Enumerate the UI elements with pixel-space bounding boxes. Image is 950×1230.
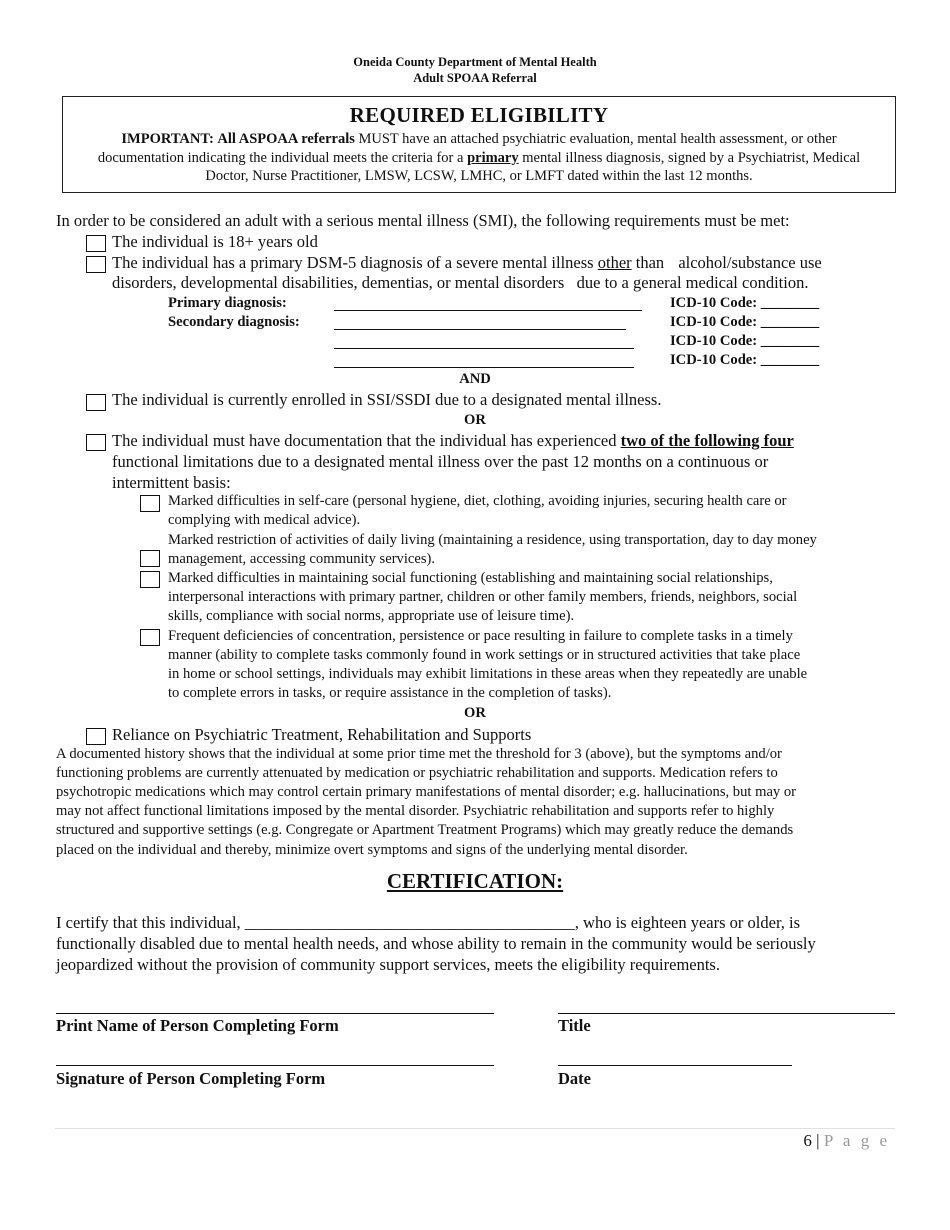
self-care-line1: Marked difficulties in self-care (personal hygiene, diet, clothing, avoiding injuries, securing health care or bbox=[168, 493, 787, 509]
self-care-checkbox[interactable] bbox=[140, 495, 160, 512]
certification-title: CERTIFICATION: bbox=[386, 869, 564, 893]
functional-line3: intermittent basis: bbox=[112, 473, 231, 492]
social-line2: interpersonal interactions with primary partner, children or other family members, friends, neighbors, social bbox=[168, 589, 798, 605]
diagnosis-field-4[interactable] bbox=[334, 367, 634, 368]
diagnosis-field-3[interactable] bbox=[334, 348, 634, 349]
certification-line3: jeopardized without the provision of community support services, meets the eligibility requirements. bbox=[56, 955, 720, 974]
ssi-checkbox[interactable] bbox=[86, 394, 106, 411]
concentration-line4: to complete errors in tasks, or require assistance in the completion of tasks). bbox=[168, 685, 612, 701]
print-name-label: Print Name of Person Completing Form bbox=[56, 1016, 339, 1035]
certification-line2: functionally disabled due to mental health needs, and whose ability to remain in the community would be seriously bbox=[56, 934, 816, 953]
and-separator: AND bbox=[459, 371, 491, 387]
icd-code-1: ICD-10 Code: ________ bbox=[670, 295, 820, 311]
functional-line1-a: The individual must have documentation that the individual has experienced bbox=[112, 431, 617, 450]
concentration-checkbox[interactable] bbox=[140, 629, 160, 646]
or-separator-2: OR bbox=[464, 705, 486, 721]
date-field[interactable] bbox=[558, 1065, 792, 1066]
daily-living-line2: management, accessing community services). bbox=[168, 551, 436, 567]
reliance-text-4: may not affect functional limitations imposed by the mental disorder. Psychiatric rehabilitation and supports refer to highly bbox=[56, 803, 775, 819]
concentration-line2: manner (ability to complete tasks commonly found in work settings or in structured activities that take place bbox=[168, 647, 801, 663]
form-name: Adult SPOAA Referral bbox=[413, 71, 537, 85]
eligibility-text-1: MUST have an attached psychiatric evaluation, mental health assessment, or other documentation indicating the individual meets the criteria for a bbox=[97, 131, 837, 166]
social-line3: skills, compliance with social norms, appropriate use of leisure time). bbox=[168, 608, 575, 624]
reliance-text-6: placed on the individual and thereby, minimize overt symptoms and signs of the underlying mental disorder. bbox=[56, 842, 688, 858]
concentration-line1: Frequent deficiencies of concentration, persistence or pace resulting in failure to complete tasks in a timely bbox=[168, 628, 793, 644]
primary-diagnosis-field[interactable] bbox=[334, 310, 642, 311]
signature-label: Signature of Person Completing Form bbox=[56, 1069, 326, 1088]
secondary-diagnosis-label: Secondary diagnosis: bbox=[168, 314, 300, 330]
age-requirement: The individual is 18+ years old bbox=[112, 232, 318, 251]
print-name-field[interactable] bbox=[56, 1013, 494, 1014]
important-bold: All ASPOAA referrals bbox=[217, 131, 355, 147]
icd-code-2: ICD-10 Code: ________ bbox=[670, 314, 820, 330]
dsm-line1-a: The individual has a primary DSM-5 diagnosis of a severe mental illness bbox=[112, 253, 594, 272]
icd-code-3: ICD-10 Code: ________ bbox=[670, 333, 820, 349]
reliance-text-3: psychotropic medications which may control certain primary manifestations of mental disorder; e.g. hallucinations, but may or bbox=[56, 784, 797, 800]
date-label: Date bbox=[558, 1069, 591, 1088]
important-label: IMPORTANT: bbox=[121, 131, 214, 147]
ssi-requirement: The individual is currently enrolled in SSI/SSDI due to a designated mental illness. bbox=[112, 390, 662, 409]
intro-text: In order to be considered an adult with a serious mental illness (SMI), the following requirements must be met: bbox=[56, 211, 790, 230]
footer-divider bbox=[55, 1128, 895, 1129]
title-field[interactable] bbox=[558, 1013, 895, 1014]
dsm-requirement-line1 bbox=[112, 253, 822, 273]
page-separator: | bbox=[816, 1131, 820, 1150]
dsm-line1-b: than bbox=[635, 253, 665, 272]
page-word: P a g e bbox=[823, 1131, 890, 1150]
dsm-requirement-line2: disorders, developmental disabilities, dementias, or mental disorders due to a general medical condition. bbox=[112, 273, 809, 292]
eligibility-box bbox=[62, 96, 896, 193]
two-of-four: two of the following four bbox=[620, 431, 794, 450]
daily-living-line1: Marked restriction of activities of daily living (maintaining a residence, using transportation, day to day money bbox=[168, 532, 817, 548]
reliance-checkbox[interactable] bbox=[86, 728, 106, 745]
eligibility-text-2: mental illness diagnosis, signed by a Psychiatrist, Medical Doctor, Nurse Practitioner, LMSW, LCSW, LMHC, or LMFT dated within the last 12 months. bbox=[205, 149, 861, 184]
age-checkbox[interactable] bbox=[86, 235, 106, 252]
dsm-checkbox[interactable] bbox=[86, 256, 106, 273]
page-number: 6 bbox=[803, 1131, 812, 1150]
org-name: Oneida County Department of Mental Health bbox=[353, 55, 597, 69]
concentration-line3: in home or school settings, individuals may exhibit limitations in these areas when they repeatedly are unable bbox=[168, 666, 808, 682]
functional-line2: functional limitations due to a designated mental illness over the past 12 months on a continuous or bbox=[112, 452, 769, 471]
signature-field[interactable] bbox=[56, 1065, 494, 1066]
reliance-text-5: structured and supportive settings (e.g. Congregate or Apartment Treatment Programs) which may greatly reduce the demands bbox=[56, 822, 794, 838]
or-separator-1: OR bbox=[464, 412, 486, 428]
icd-code-4: ICD-10 Code: ________ bbox=[670, 352, 820, 368]
reliance-text-2: functioning problems are currently attenuated by medication or psychiatric rehabilitation and supports. Medication refers to bbox=[56, 765, 778, 781]
title-label: Title bbox=[558, 1016, 591, 1035]
functional-line1 bbox=[112, 431, 794, 451]
social-line1: Marked difficulties in maintaining social functioning (establishing and maintaining social relationships, bbox=[168, 570, 773, 586]
certification-line1: I certify that this individual, ________________________________________, who is eighteen years or older, is bbox=[56, 913, 801, 932]
dsm-line1-c: alcohol/substance use bbox=[678, 253, 822, 272]
self-care-line2: complying with medical advice). bbox=[168, 512, 361, 528]
reliance-text-1: A documented history shows that the individual at some prior time met the threshold for 3 (above), but the symptoms and/or bbox=[56, 746, 782, 762]
functional-checkbox[interactable] bbox=[86, 434, 106, 451]
social-functioning-checkbox[interactable] bbox=[140, 571, 160, 588]
eligibility-title: REQUIRED ELIGIBILITY bbox=[349, 103, 609, 127]
primary-diagnosis-label: Primary diagnosis: bbox=[168, 295, 287, 311]
eligibility-text bbox=[77, 130, 881, 186]
reliance-requirement: Reliance on Psychiatric Treatment, Rehabilitation and Supports bbox=[112, 725, 532, 744]
daily-living-checkbox[interactable] bbox=[140, 550, 160, 567]
primary-word: primary bbox=[467, 149, 519, 166]
secondary-diagnosis-field[interactable] bbox=[334, 329, 626, 330]
dsm-other: other bbox=[597, 253, 632, 272]
page-footer bbox=[803, 1131, 890, 1151]
